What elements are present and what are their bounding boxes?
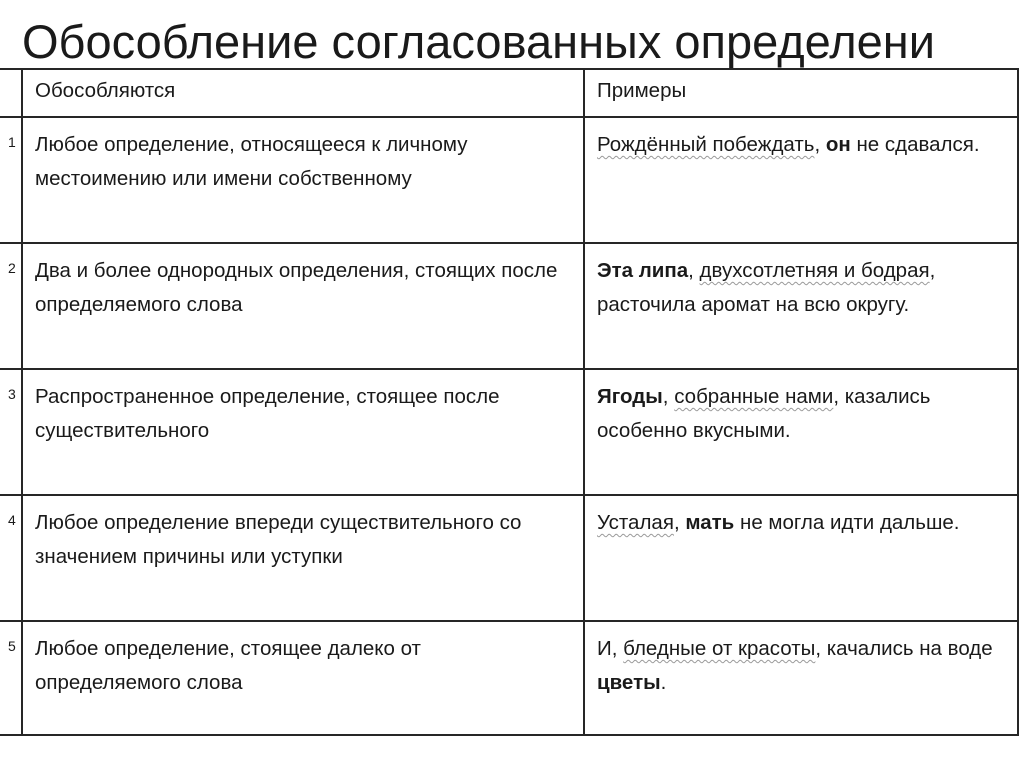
example-defining-phrase: Рождённый побеждать (597, 133, 815, 156)
example-defined-word: мать (685, 511, 735, 534)
rule-cell: Любое определение, стоящее далеко от определяемого слова (22, 621, 584, 735)
example-defining-phrase: собранные нами (674, 385, 834, 408)
example-defined-word: Ягоды (597, 385, 663, 408)
table-row (0, 243, 1018, 369)
example-cell (584, 117, 1018, 243)
row-number: 3 (0, 369, 22, 495)
example-text: , (688, 259, 700, 282)
example-text: . (660, 671, 667, 694)
example-cell (584, 495, 1018, 621)
example-text: не могла идти дальше. (734, 511, 960, 534)
example-text: , расточила аромат на всю округу. (597, 259, 936, 316)
example-defined-word: он (825, 133, 851, 156)
example-text: , (814, 133, 826, 156)
rule-cell: Любое определение, относящееся к личному местоимению или имени собственному (22, 117, 584, 243)
table-row (0, 621, 1018, 735)
rule-cell: Два и более однородных определения, стоящих после определяемого слова (22, 243, 584, 369)
slide-title: Обособление согласованных определени (22, 15, 936, 68)
example-text: не сдавался. (850, 133, 980, 156)
row-number: 4 (0, 495, 22, 621)
table-row (0, 369, 1018, 495)
example-text: , качались на воде (815, 637, 993, 660)
example-text: , казались особенно вкусными. (597, 385, 931, 442)
example-defining-phrase: двухсотлетняя и бодрая (699, 259, 930, 282)
example-text: , (662, 385, 675, 408)
row-number: 5 (0, 621, 22, 735)
header-rule-cell: Обособляются (22, 69, 584, 117)
table-row (0, 495, 1018, 621)
row-number: 2 (0, 243, 22, 369)
rule-cell: Любое определение впереди существительного со значением причины или уступки (22, 495, 584, 621)
example-text: И, (597, 637, 624, 660)
example-defining-phrase: бледные от красоты (623, 637, 816, 660)
header-example-cell: Примеры (584, 69, 1018, 117)
row-number: 1 (0, 117, 22, 243)
rules-table (0, 68, 1019, 736)
example-defined-word: цветы (597, 671, 661, 694)
example-defining-phrase: Усталая (597, 511, 674, 534)
table-header-row (0, 69, 1018, 117)
example-text: , (673, 511, 686, 534)
table-row (0, 117, 1018, 243)
header-number-cell (0, 69, 22, 117)
example-defined-word: Эта липа (597, 259, 689, 282)
example-cell (584, 243, 1018, 369)
example-cell (584, 621, 1018, 735)
example-cell (584, 369, 1018, 495)
rule-cell: Распространенное определение, стоящее после существительного (22, 369, 584, 495)
